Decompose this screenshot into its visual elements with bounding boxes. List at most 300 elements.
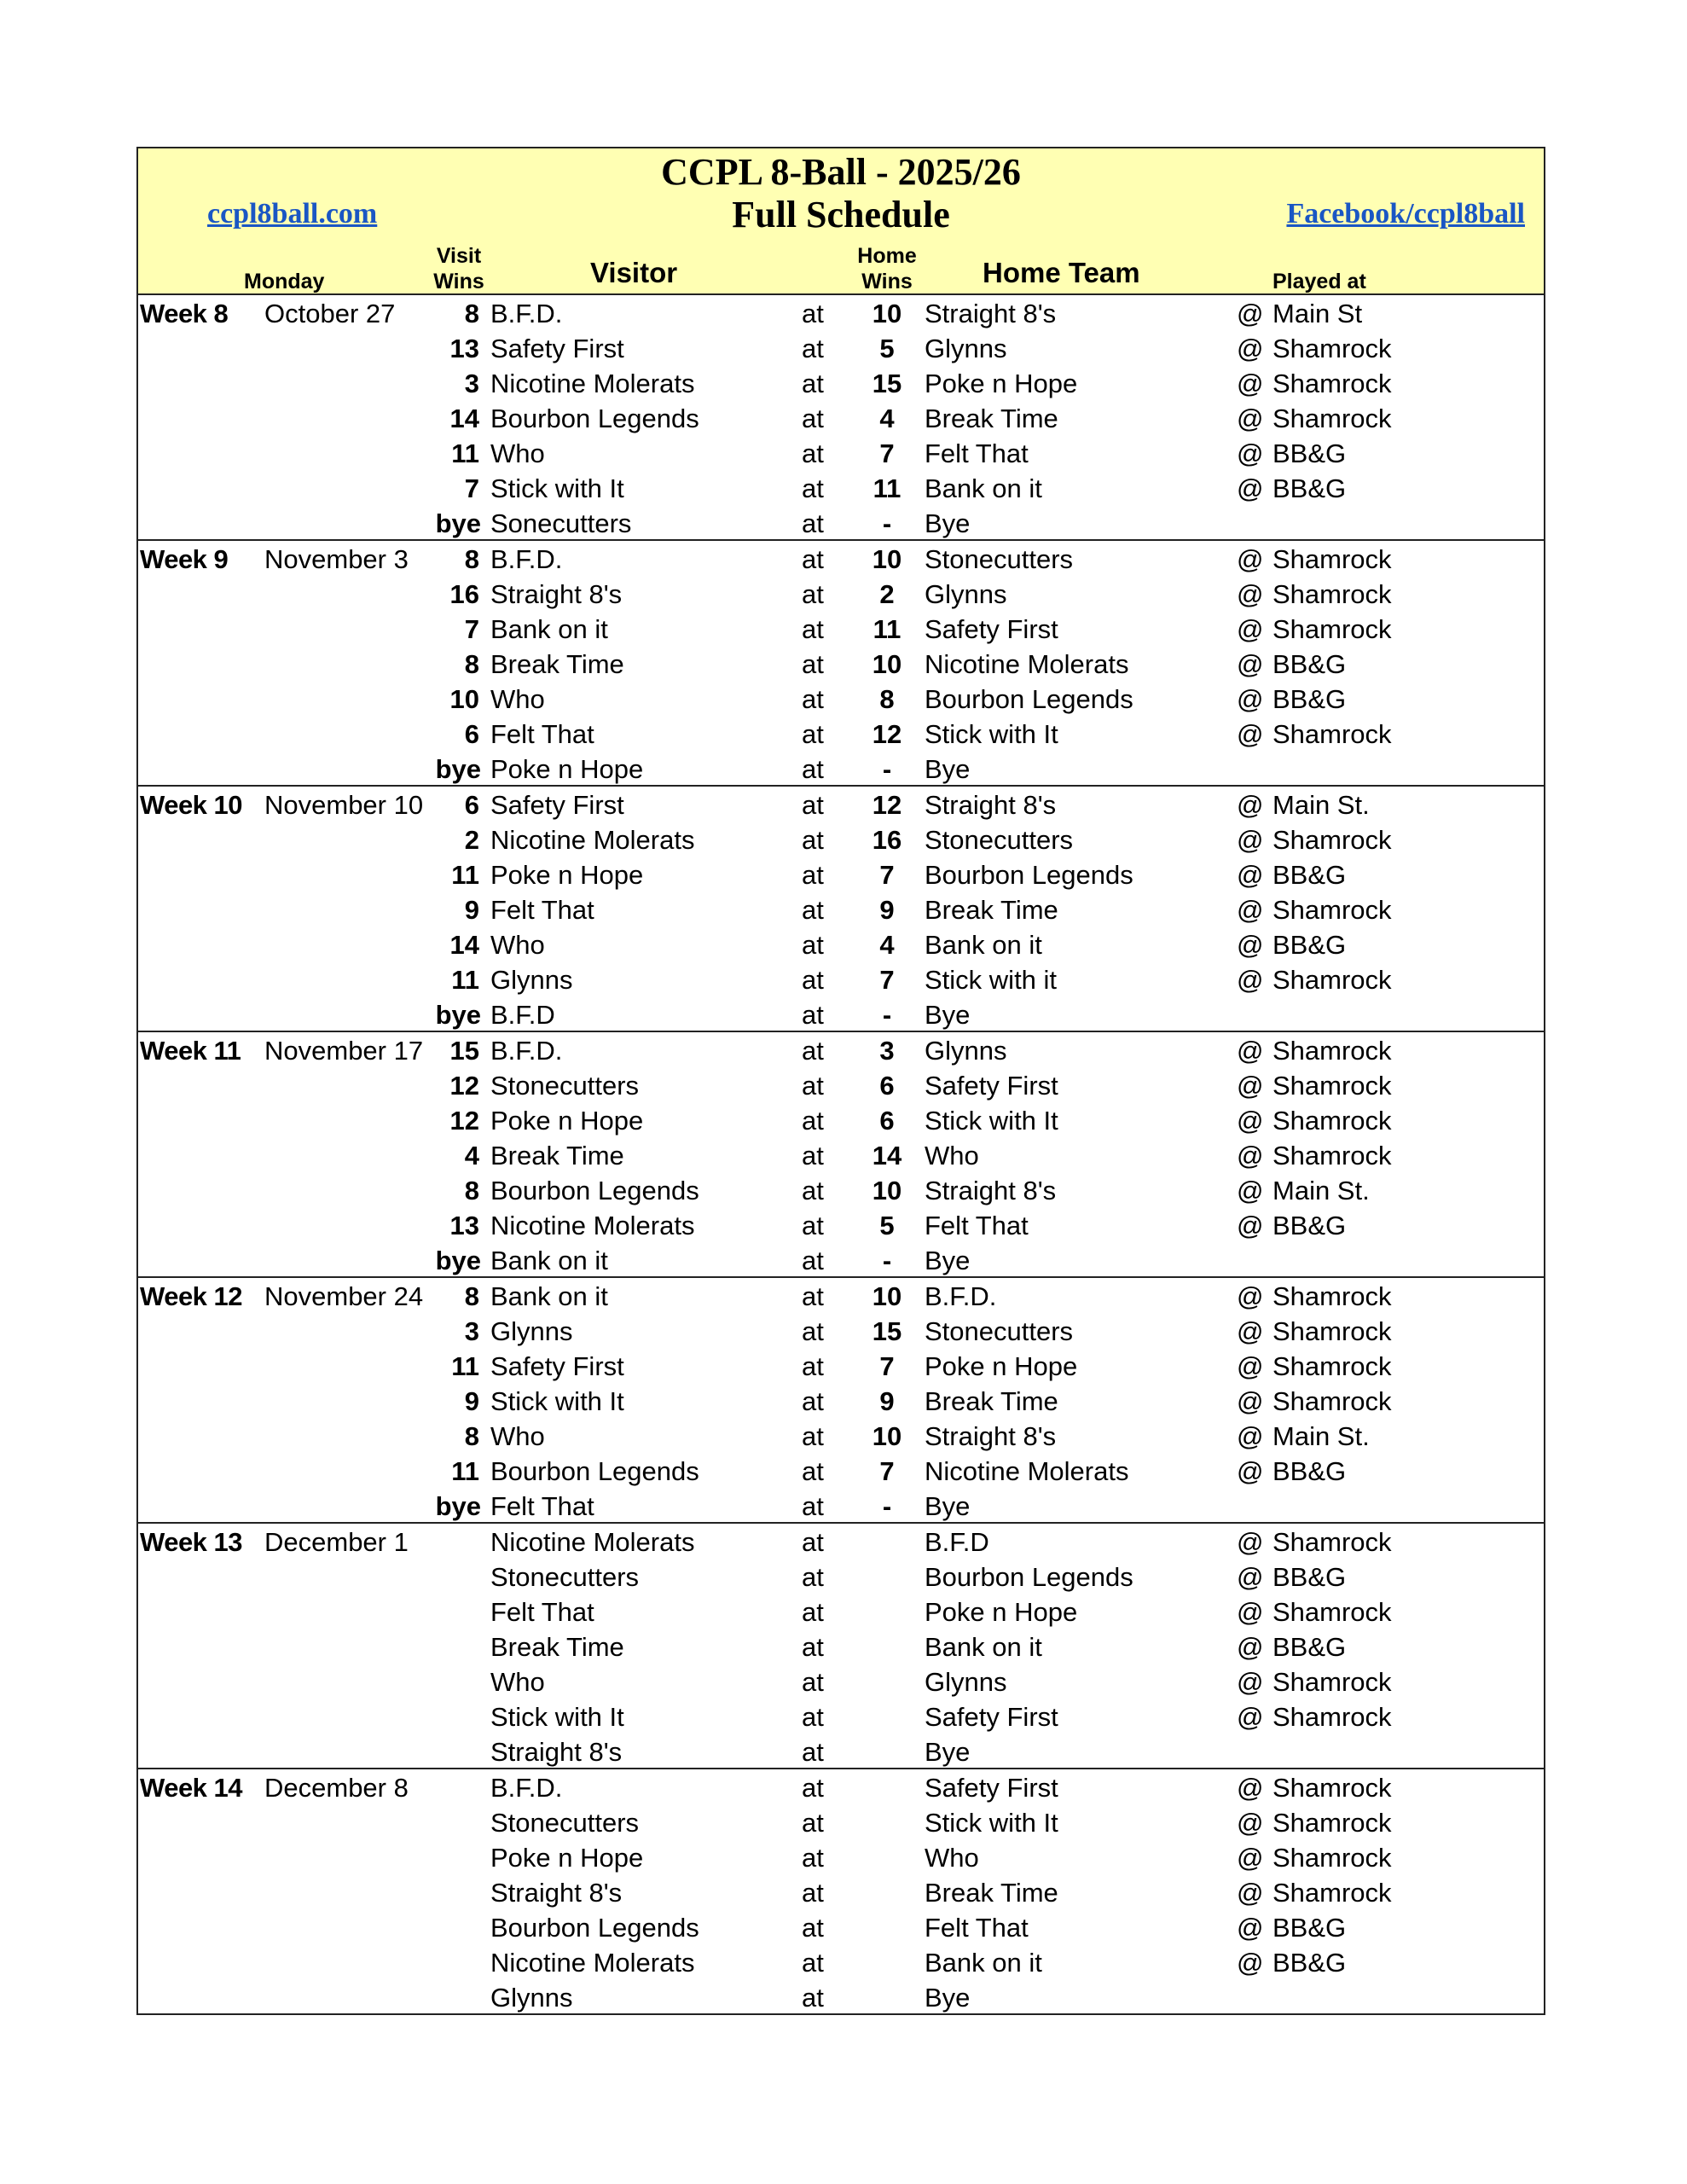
at-label: at [802, 1597, 824, 1627]
venue-at-icon: @ [1237, 1281, 1264, 1311]
home-wins: 10 [872, 544, 902, 574]
visitor-team: Straight 8's [490, 1878, 623, 1908]
column-header-visitor: Visitor [590, 257, 678, 288]
week-block [138, 1524, 1544, 1769]
venue-name: BB&G [1272, 1456, 1347, 1486]
venue-name: Shamrock [1272, 1386, 1392, 1416]
at-label: at [802, 1843, 824, 1873]
game-row [138, 647, 1544, 682]
venue-name: Shamrock [1272, 404, 1392, 433]
venue-at-icon: @ [1237, 1632, 1264, 1662]
at-label: at [802, 1913, 824, 1943]
home-team: Bourbon Legends [925, 1562, 1133, 1592]
game-row [138, 1770, 1544, 1805]
home-team: Straight 8's [925, 790, 1057, 820]
at-label: at [802, 1737, 824, 1767]
home-wins: 9 [879, 1386, 895, 1416]
venue-name: Shamrock [1272, 1843, 1392, 1873]
venue-at-icon: @ [1237, 1141, 1264, 1170]
page-title: CCPL 8-Ball - 2025/26 [661, 151, 1021, 193]
venue-at-icon: @ [1237, 1527, 1264, 1557]
schedule-sheet [136, 147, 1545, 2015]
game-row [138, 927, 1544, 962]
visitor-wins: bye [435, 1246, 481, 1275]
venue-name: Shamrock [1272, 1281, 1392, 1311]
venue-at-icon: @ [1237, 649, 1264, 679]
venue-name: Main St. [1272, 1176, 1370, 1205]
visitor-team: Safety First [490, 334, 624, 363]
game-row [138, 717, 1544, 752]
visitor-wins: 10 [449, 684, 479, 714]
visitor-wins: 8 [464, 1176, 479, 1205]
venue-name: Shamrock [1272, 1667, 1392, 1697]
home-team: Stick with It [925, 1106, 1058, 1136]
visitor-wins: 8 [464, 649, 479, 679]
visitor-wins: 14 [449, 404, 479, 433]
visitor-wins: 6 [464, 790, 479, 820]
visitor-wins: 12 [449, 1106, 479, 1136]
game-row [138, 1068, 1544, 1103]
at-label: at [802, 1386, 824, 1416]
venue-name: Shamrock [1272, 614, 1392, 644]
venue-at-icon: @ [1237, 579, 1264, 609]
home-team: Who [925, 1141, 979, 1170]
visitor-team: Poke n Hope [490, 754, 644, 784]
at-label: at [802, 1421, 824, 1451]
venue-name: Shamrock [1272, 1316, 1392, 1346]
visitor-wins: 11 [451, 965, 479, 995]
venue-name: BB&G [1272, 1211, 1347, 1240]
home-team: Bourbon Legends [925, 684, 1133, 714]
venue-name: BB&G [1272, 930, 1347, 960]
home-team: Bank on it [925, 930, 1042, 960]
home-wins: 11 [872, 614, 901, 644]
venue-at-icon: @ [1237, 1562, 1264, 1592]
home-wins: 15 [872, 369, 902, 398]
home-team: Safety First [925, 1071, 1058, 1101]
home-wins: 8 [879, 684, 895, 714]
visitor-wins: 4 [464, 1141, 479, 1170]
visitor-team: Stonecutters [490, 1562, 640, 1592]
game-row [138, 787, 1544, 822]
game-row [138, 1103, 1544, 1138]
visitor-wins: 8 [464, 1281, 479, 1311]
game-row [138, 682, 1544, 717]
visitor-wins: 8 [464, 544, 479, 574]
venue-at-icon: @ [1237, 404, 1264, 433]
visitor-team: Felt That [490, 719, 594, 749]
game-row [138, 1349, 1544, 1384]
home-wins: 2 [879, 579, 895, 609]
venue-at-icon: @ [1237, 1106, 1264, 1136]
at-label: at [802, 1176, 824, 1205]
visitor-team: Who [490, 930, 545, 960]
game-row [138, 1138, 1544, 1173]
home-team: Nicotine Molerats [925, 1456, 1129, 1486]
home-team: Glynns [925, 579, 1007, 609]
home-team: Stick with It [925, 1808, 1058, 1838]
at-label: at [802, 1983, 824, 2013]
venue-at-icon: @ [1237, 1421, 1264, 1451]
venue-at-icon: @ [1237, 1211, 1264, 1240]
home-team: Safety First [925, 1702, 1058, 1732]
venue-name: BB&G [1272, 860, 1347, 890]
venue-at-icon: @ [1237, 1948, 1264, 1978]
column-header-monday: Monday [244, 270, 325, 293]
game-row [138, 1699, 1544, 1734]
home-wins: 5 [879, 334, 895, 363]
home-team: Poke n Hope [925, 1597, 1078, 1627]
at-label: at [802, 1141, 824, 1170]
venue-at-icon: @ [1237, 369, 1264, 398]
visitor-team: Glynns [490, 965, 573, 995]
week-label: Week 13 [140, 1527, 243, 1557]
venue-at-icon: @ [1237, 1071, 1264, 1101]
venue-at-icon: @ [1237, 930, 1264, 960]
column-header-home-team: Home Team [983, 257, 1140, 288]
venue-at-icon: @ [1237, 1351, 1264, 1381]
home-team: Bye [925, 1737, 971, 1767]
game-row [138, 1208, 1544, 1243]
home-team: Glynns [925, 1036, 1007, 1066]
at-label: at [802, 369, 824, 398]
venue-at-icon: @ [1237, 439, 1264, 468]
week-label: Week 8 [140, 299, 229, 328]
venue-name: Shamrock [1272, 1597, 1392, 1627]
game-row [138, 1980, 1544, 2015]
home-wins: 12 [872, 719, 902, 749]
week-label: Week 12 [140, 1281, 243, 1311]
game-row [138, 1840, 1544, 1875]
visitor-team: Stonecutters [490, 1071, 640, 1101]
home-team: Nicotine Molerats [925, 649, 1129, 679]
venue-at-icon: @ [1237, 1456, 1264, 1486]
game-row [138, 1173, 1544, 1208]
home-wins: 9 [879, 895, 895, 925]
visitor-team: B.F.D. [490, 1036, 563, 1066]
venue-name: Shamrock [1272, 1036, 1392, 1066]
venue-at-icon: @ [1237, 334, 1264, 363]
visitor-team: Stick with It [490, 1386, 624, 1416]
home-wins: 14 [872, 1141, 902, 1170]
home-wins: 7 [879, 439, 895, 468]
home-team: Stonecutters [925, 825, 1074, 855]
home-wins: 5 [879, 1211, 895, 1240]
column-header-visit-wins-line2: Wins [433, 270, 484, 293]
visitor-wins: 11 [451, 439, 479, 468]
game-row [138, 1664, 1544, 1699]
visitor-wins: 7 [464, 614, 479, 644]
game-row [138, 1910, 1544, 1945]
week-date: December 1 [264, 1527, 409, 1557]
visitor-team: Stick with It [490, 1702, 624, 1732]
visitor-team: Stick with It [490, 473, 624, 503]
home-team: Bye [925, 754, 971, 784]
game-row [138, 296, 1544, 331]
home-wins: 10 [872, 1281, 902, 1311]
venue-at-icon: @ [1237, 790, 1264, 820]
game-row [138, 1419, 1544, 1454]
column-header-played-at: Played at [1272, 270, 1366, 293]
game-row [138, 1454, 1544, 1489]
home-team: Bye [925, 1491, 971, 1521]
visitor-team: Poke n Hope [490, 1106, 644, 1136]
venue-name: Shamrock [1272, 1141, 1392, 1170]
visitor-team: Nicotine Molerats [490, 1211, 695, 1240]
home-team: Felt That [925, 439, 1029, 468]
visitor-team: B.F.D. [490, 544, 563, 574]
week-block [138, 1769, 1544, 2013]
visitor-wins: bye [435, 1000, 481, 1030]
game-row [138, 1945, 1544, 1980]
at-label: at [802, 299, 824, 328]
at-label: at [802, 754, 824, 784]
venue-at-icon: @ [1237, 473, 1264, 503]
game-row [138, 577, 1544, 612]
at-label: at [802, 439, 824, 468]
visitor-team: Who [490, 1421, 545, 1451]
visitor-team: Who [490, 1667, 545, 1697]
home-team: Bye [925, 508, 971, 538]
home-wins: - [882, 1000, 892, 1030]
visitor-wins: 11 [451, 1456, 479, 1486]
venue-name: Shamrock [1272, 825, 1392, 855]
week-date: November 24 [264, 1281, 424, 1311]
venue-at-icon: @ [1237, 1667, 1264, 1697]
at-label: at [802, 1316, 824, 1346]
visitor-team: Bank on it [490, 1246, 608, 1275]
game-row [138, 401, 1544, 436]
home-team: Break Time [925, 1386, 1058, 1416]
visitor-team: Break Time [490, 1632, 624, 1662]
game-row [138, 1525, 1544, 1560]
venue-at-icon: @ [1237, 1386, 1264, 1416]
at-label: at [802, 404, 824, 433]
venue-at-icon: @ [1237, 1316, 1264, 1346]
home-team: Stick with It [925, 719, 1058, 749]
venue-name: Shamrock [1272, 544, 1392, 574]
week-date: December 8 [264, 1773, 409, 1803]
game-row [138, 997, 1544, 1032]
home-wins: 10 [872, 1421, 902, 1451]
home-wins: 16 [872, 825, 902, 855]
home-wins: 15 [872, 1316, 902, 1346]
facebook-link[interactable]: Facebook/ccpl8ball [1286, 198, 1525, 229]
at-label: at [802, 1667, 824, 1697]
home-team: Bye [925, 1983, 971, 2013]
at-label: at [802, 473, 824, 503]
visitor-wins: 11 [451, 860, 479, 890]
visitor-team: Poke n Hope [490, 860, 644, 890]
schedule-header [138, 148, 1544, 295]
home-team: Stick with it [925, 965, 1058, 995]
game-row [138, 542, 1544, 577]
week-block [138, 787, 1544, 1032]
visitor-team: Felt That [490, 1491, 594, 1521]
home-team: Bourbon Legends [925, 860, 1133, 890]
at-label: at [802, 965, 824, 995]
home-team: Poke n Hope [925, 369, 1078, 398]
visitor-team: Straight 8's [490, 579, 623, 609]
at-label: at [802, 1000, 824, 1030]
at-label: at [802, 684, 824, 714]
venue-at-icon: @ [1237, 965, 1264, 995]
column-header-home-wins-line2: Wins [861, 270, 913, 293]
game-row [138, 1805, 1544, 1840]
home-wins: 12 [872, 790, 902, 820]
venue-name: BB&G [1272, 1562, 1347, 1592]
home-wins: - [882, 1246, 892, 1275]
venue-at-icon: @ [1237, 1597, 1264, 1627]
visitor-wins: 8 [464, 1421, 479, 1451]
venue-at-icon: @ [1237, 895, 1264, 925]
at-label: at [802, 825, 824, 855]
visitor-team: Nicotine Molerats [490, 1527, 695, 1557]
website-link[interactable]: ccpl8ball.com [207, 198, 378, 229]
venue-at-icon: @ [1237, 825, 1264, 855]
home-team: Straight 8's [925, 299, 1057, 328]
at-label: at [802, 508, 824, 538]
at-label: at [802, 860, 824, 890]
venue-at-icon: @ [1237, 1843, 1264, 1873]
venue-at-icon: @ [1237, 1036, 1264, 1066]
game-row [138, 366, 1544, 401]
visitor-team: Break Time [490, 1141, 624, 1170]
game-row [138, 752, 1544, 787]
venue-name: Main St. [1272, 1421, 1370, 1451]
at-label: at [802, 1702, 824, 1732]
visitor-team: Who [490, 684, 545, 714]
home-team: Straight 8's [925, 1421, 1057, 1451]
week-label: Week 11 [140, 1036, 241, 1066]
venue-at-icon: @ [1237, 1878, 1264, 1908]
visitor-wins: 15 [449, 1036, 479, 1066]
visitor-wins: 7 [464, 473, 479, 503]
home-team: Stonecutters [925, 544, 1074, 574]
at-label: at [802, 1632, 824, 1662]
at-label: at [802, 1456, 824, 1486]
visitor-team: Glynns [490, 1316, 573, 1346]
home-wins: 7 [879, 1456, 895, 1486]
venue-name: Main St. [1272, 790, 1370, 820]
visitor-team: Felt That [490, 1597, 594, 1627]
visitor-team: B.F.D. [490, 299, 563, 328]
venue-name: BB&G [1272, 439, 1347, 468]
home-wins: 10 [872, 1176, 902, 1205]
game-row [138, 1314, 1544, 1349]
home-team: Felt That [925, 1913, 1029, 1943]
home-wins: 10 [872, 299, 902, 328]
game-row [138, 1243, 1544, 1278]
home-team: Felt That [925, 1211, 1029, 1240]
at-label: at [802, 1948, 824, 1978]
game-row [138, 1384, 1544, 1419]
at-label: at [802, 1491, 824, 1521]
visitor-team: Nicotine Molerats [490, 825, 695, 855]
home-team: B.F.D [925, 1527, 989, 1557]
visitor-team: Poke n Hope [490, 1843, 644, 1873]
visitor-team: Safety First [490, 790, 624, 820]
venue-at-icon: @ [1237, 1702, 1264, 1732]
game-row [138, 1875, 1544, 1910]
at-label: at [802, 1351, 824, 1381]
home-team: Glynns [925, 1667, 1007, 1697]
week-label: Week 9 [140, 544, 229, 574]
home-team: Who [925, 1843, 979, 1873]
home-wins: - [882, 508, 892, 538]
week-label: Week 14 [140, 1773, 243, 1803]
visitor-wins: 6 [464, 719, 479, 749]
at-label: at [802, 930, 824, 960]
home-team: Bye [925, 1246, 971, 1275]
game-row [138, 1033, 1544, 1068]
home-team: B.F.D. [925, 1281, 997, 1311]
game-row [138, 331, 1544, 366]
visitor-team: Bank on it [490, 1281, 608, 1311]
visitor-team: Bourbon Legends [490, 1176, 699, 1205]
home-team: Break Time [925, 895, 1058, 925]
visitor-team: B.F.D. [490, 1773, 563, 1803]
column-header-visit-wins-line1: Visit [436, 244, 482, 268]
game-row [138, 506, 1544, 541]
venue-at-icon: @ [1237, 1176, 1264, 1205]
at-label: at [802, 1773, 824, 1803]
game-row [138, 471, 1544, 506]
home-wins: 6 [879, 1106, 895, 1136]
visitor-wins: 2 [464, 825, 479, 855]
at-label: at [802, 895, 824, 925]
visitor-team: Bourbon Legends [490, 1456, 699, 1486]
venue-name: Shamrock [1272, 1878, 1392, 1908]
visitor-team: B.F.D [490, 1000, 555, 1030]
week-date: November 17 [264, 1036, 424, 1066]
venue-name: Main St [1272, 299, 1363, 328]
home-team: Bank on it [925, 473, 1042, 503]
visitor-wins: 9 [464, 1386, 479, 1416]
home-team: Break Time [925, 1878, 1058, 1908]
week-block [138, 1278, 1544, 1524]
venue-name: Shamrock [1272, 965, 1392, 995]
visitor-wins: 13 [449, 1211, 479, 1240]
visitor-wins: 14 [449, 930, 479, 960]
at-label: at [802, 1562, 824, 1592]
column-header-home-wins-line1: Home [857, 244, 917, 268]
at-label: at [802, 1281, 824, 1311]
page-subtitle: Full Schedule [732, 194, 950, 235]
venue-at-icon: @ [1237, 1808, 1264, 1838]
visitor-wins: 3 [464, 369, 479, 398]
at-label: at [802, 1106, 824, 1136]
game-row [138, 436, 1544, 471]
venue-name: Shamrock [1272, 579, 1392, 609]
visitor-team: Sonecutters [490, 508, 632, 538]
at-label: at [802, 1808, 824, 1838]
home-team: Stonecutters [925, 1316, 1074, 1346]
visitor-wins: 13 [449, 334, 479, 363]
at-label: at [802, 719, 824, 749]
game-row [138, 1734, 1544, 1769]
visitor-team: Break Time [490, 649, 624, 679]
venue-name: Shamrock [1272, 1773, 1392, 1803]
venue-at-icon: @ [1237, 299, 1264, 328]
venue-at-icon: @ [1237, 860, 1264, 890]
visitor-team: Glynns [490, 1983, 573, 2013]
home-wins: 10 [872, 649, 902, 679]
visitor-team: Felt That [490, 895, 594, 925]
venue-at-icon: @ [1237, 1913, 1264, 1943]
visitor-wins: 9 [464, 895, 479, 925]
at-label: at [802, 1211, 824, 1240]
